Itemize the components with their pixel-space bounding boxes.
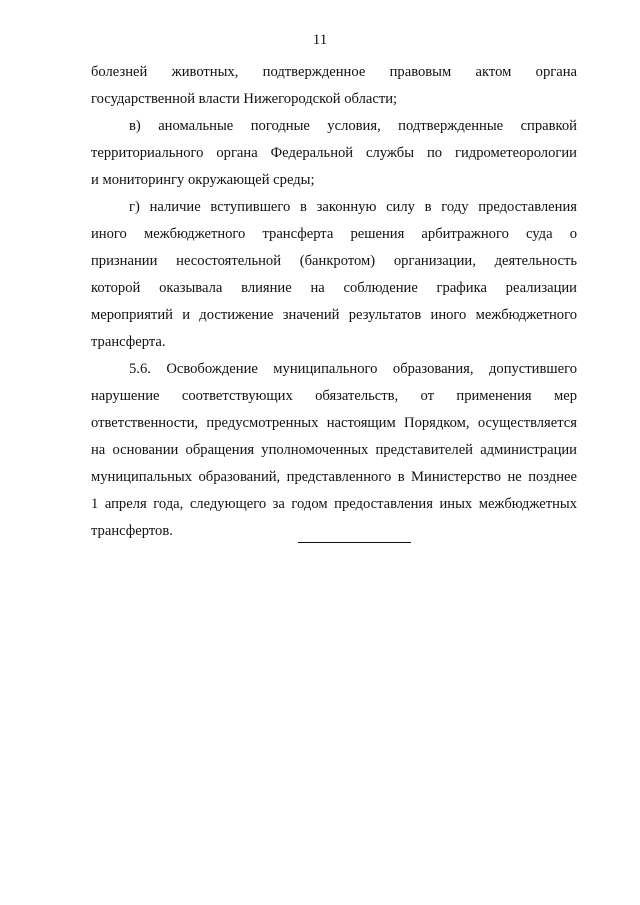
text-line: 1 апреля года, следующего за годом предоставления иных межбюджетных xyxy=(91,496,577,512)
text-line: в) аномальные погодные условия, подтвержденные справкой xyxy=(129,118,577,134)
text-line: г) наличие вступившего в законную силу в году предоставления xyxy=(129,199,577,215)
text-line: признании несостоятельной (банкротом) организации, деятельность xyxy=(91,253,577,269)
text-line: нарушение соответствующих обязательств, от применения мер xyxy=(91,388,577,404)
text-line: которой оказывала влияние на соблюдение графика реализации xyxy=(91,280,577,296)
page-number: 11 xyxy=(312,32,328,48)
text-line: и мониторингу окружающей среды; xyxy=(91,172,315,188)
text-line: 5.6. Освобождение муниципального образования, допустившего xyxy=(129,361,577,377)
text-line: трансфертов. xyxy=(91,523,173,539)
text-line: на основании обращения уполномоченных представителей администрации xyxy=(91,442,577,458)
document-body xyxy=(91,62,577,548)
text-line: иного межбюджетного трансферта решения арбитражного суда о xyxy=(91,226,577,242)
text-line: болезней животных, подтвержденное правовым актом органа xyxy=(91,64,577,80)
text-line: трансферта. xyxy=(91,334,166,350)
end-divider-line xyxy=(298,542,411,543)
text-line: ответственности, предусмотренных настоящим Порядком, осуществляется xyxy=(91,415,577,431)
text-line: территориального органа Федеральной службы по гидрометеорологии xyxy=(91,145,577,161)
text-line: мероприятий и достижение значений результатов иного межбюджетного xyxy=(91,307,577,323)
text-line: государственной власти Нижегородской области; xyxy=(91,91,398,107)
text-line: муниципальных образований, представленного в Министерство не позднее xyxy=(91,469,577,485)
